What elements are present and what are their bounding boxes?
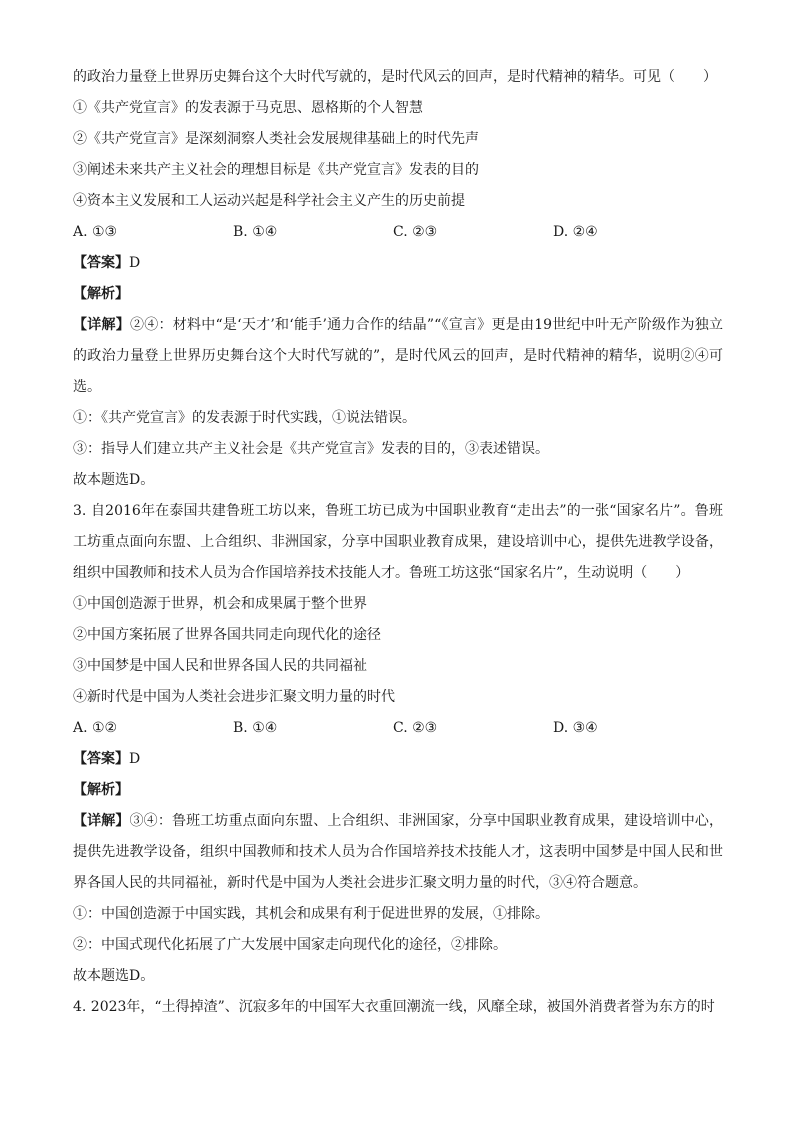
q3-option-a: A. ①② bbox=[73, 720, 118, 736]
q3-detail-label: 【详解】 bbox=[73, 813, 130, 829]
q3-statement-4: ④新时代是中国为人类社会进步汇聚文明力量的时代 bbox=[73, 689, 395, 705]
q2-detail-text: ②④：材料中“是‘天才’和‘能手’通力合作的结晶”“《宣言》更是由19世纪中叶无产阶级作为独立的政治力量登上世界历史舞台这个大时代写就的”，是时代风云的回声，是时代精神的精华，说明②④可选。 bbox=[73, 317, 723, 395]
q2-exclusion-2: ③：指导人们建立共产主义社会是《共产党宣言》发表的目的，③表述错误。 bbox=[73, 441, 549, 457]
q3-exclusion-2: ②：中国式现代化拓展了广大发展中国家走向现代化的途径，②排除。 bbox=[73, 937, 507, 953]
q2-option-a: A. ①③ bbox=[73, 224, 118, 240]
q3-answer-value: D bbox=[129, 751, 141, 767]
q2-option-c: C. ②③ bbox=[393, 224, 438, 240]
q3-statement-2: ②中国方案拓展了世界各国共同走向现代化的途径 bbox=[73, 627, 381, 643]
q3-detail-text: ③④：鲁班工坊重点面向东盟、上合组织、非洲国家，分享中国职业教育成果，建设培训中心，提供先进教学设备，组织中国教师和技术人员为合作国培养技术技能人才，这表明中国梦是中国人民和世界各国人民的共同福祉，新时代是中国为人类社会进步汇聚文明力量的时代，③④符合题意。 bbox=[73, 813, 724, 891]
q2-exclusion-1: ①：《共产党宣言》的发表源于时代实践，①说法错误。 bbox=[73, 410, 416, 426]
q2-conclusion: 故本题选D。 bbox=[73, 472, 155, 488]
q2-detail-label: 【详解】 bbox=[73, 317, 130, 333]
q2-statement-3: ③阐述未来共产主义社会的理想目标是《共产党宣言》发表的目的 bbox=[73, 162, 479, 178]
q3-options bbox=[73, 713, 723, 744]
q2-answer bbox=[73, 248, 723, 279]
q3-conclusion: 故本题选D。 bbox=[73, 968, 155, 984]
q4-stem-start: 4. 2023年，“土得掉渣”、沉寂多年的中国军大衣重回潮流一线，风靡全球，被国外消费者誉为东方的时 bbox=[73, 999, 715, 1015]
q3-answer bbox=[73, 744, 723, 775]
q2-stem-tail: 的政治力量登上世界历史舞台这个大时代写就的，是时代风云的回声，是时代精神的精华。可见（ ） bbox=[73, 69, 717, 85]
q3-answer-label: 【答案】 bbox=[73, 751, 129, 767]
q3-detail bbox=[73, 806, 723, 899]
q2-answer-value: D bbox=[129, 255, 141, 271]
q2-answer-label: 【答案】 bbox=[73, 255, 129, 271]
q3-exclusion-1: ①：中国创造源于中国实践，其机会和成果有利于促进世界的发展，①排除。 bbox=[73, 906, 549, 922]
q2-statement-2: ②《共产党宣言》是深刻洞察人类社会发展规律基础上的时代先声 bbox=[73, 131, 479, 147]
q3-option-c: C. ②③ bbox=[393, 720, 438, 736]
q3-option-d: D. ③④ bbox=[553, 720, 598, 736]
q3-analysis-label: 【解析】 bbox=[73, 782, 129, 798]
q3-statement-3: ③中国梦是中国人民和世界各国人民的共同福祉 bbox=[73, 658, 367, 674]
q2-detail bbox=[73, 310, 723, 403]
q2-statement-4: ④资本主义发展和工人运动兴起是科学社会主义产生的历史前提 bbox=[73, 193, 465, 209]
q2-analysis-label: 【解析】 bbox=[73, 286, 129, 302]
q3-option-b: B. ①④ bbox=[233, 720, 278, 736]
q2-options bbox=[73, 217, 723, 248]
q2-option-b: B. ①④ bbox=[233, 224, 278, 240]
q3-stem: 3. 自2016年在泰国共建鲁班工坊以来，鲁班工坊已成为中国职业教育“走出去”的一张“国家名片”。鲁班工坊重点面向东盟、上合组织、非洲国家，分享中国职业教育成果，建设培训中心，提供先进教学设备，组织中国教师和技术人员为合作国培养技术技能人才。鲁班工坊这张“国家名片”，生动说明（ ） bbox=[73, 503, 723, 581]
q2-statement-1: ①《共产党宣言》的发表源于马克思、恩格斯的个人智慧 bbox=[73, 100, 423, 116]
q2-option-d: D. ②④ bbox=[553, 224, 598, 240]
document-page bbox=[73, 62, 723, 1023]
q3-statement-1: ①中国创造源于世界，机会和成果属于整个世界 bbox=[73, 596, 367, 612]
